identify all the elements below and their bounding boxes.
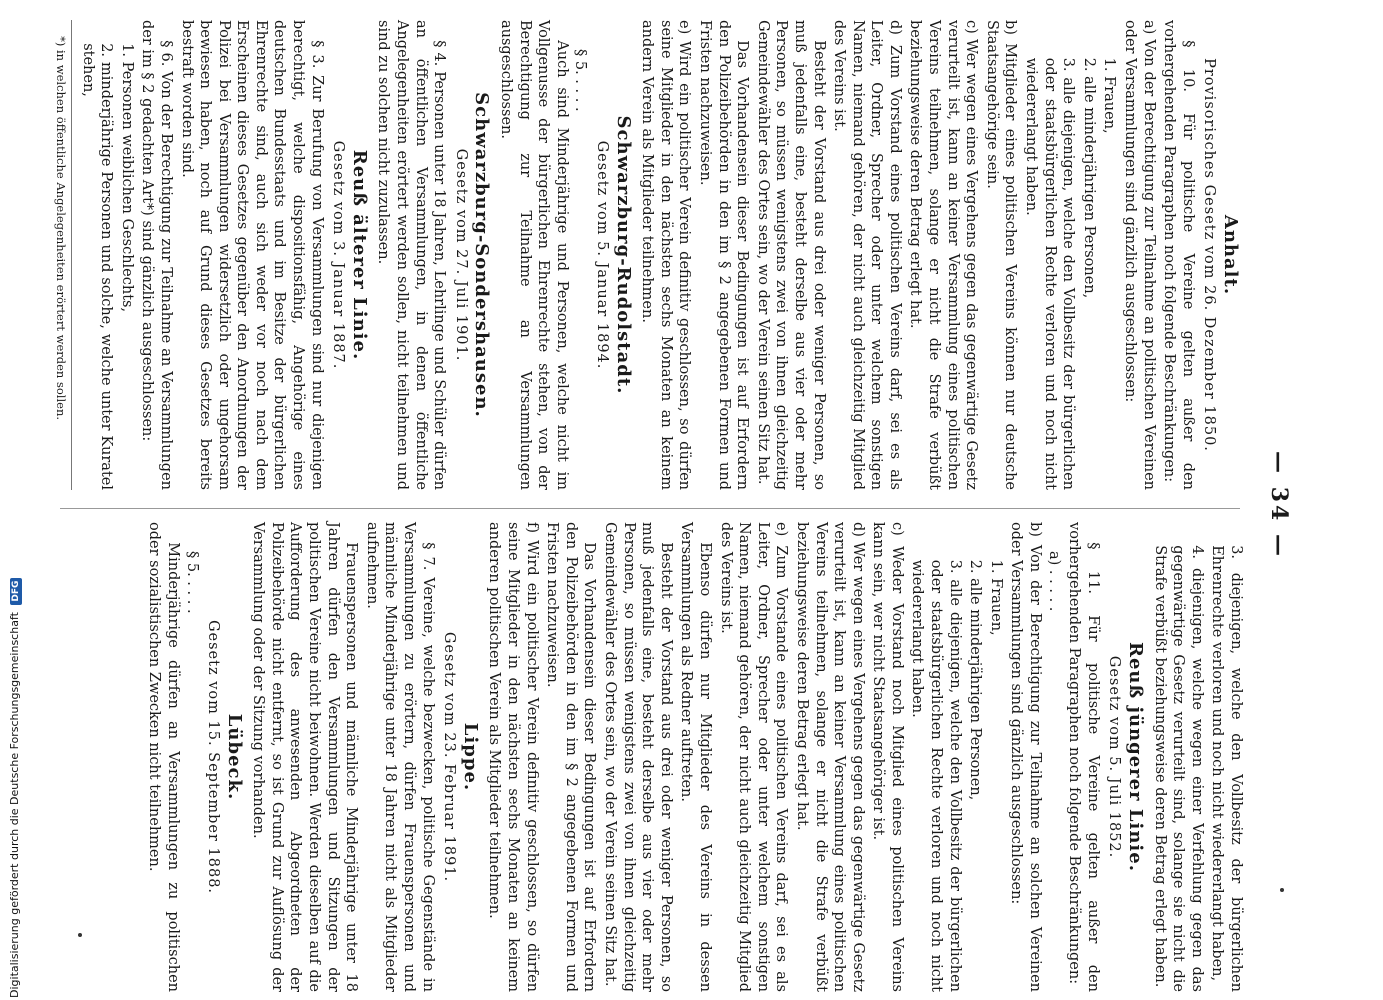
- section-heading: Anhalt.: [1220, 214, 1241, 296]
- paragraph: c) Weder Vorstand noch Mitglied eines politischen Vereins kann sein, wer nicht Staatsangehöriger ist.: [870, 522, 905, 992]
- section-heading: Lippe.: [459, 722, 481, 792]
- list-item: 3. diejenigen, welche den Vollbesitz der bürgerlichen Ehrenrechte verloren und noch nicht wiedererlangt haben,: [1209, 545, 1244, 992]
- paragraph: Frauenspersonen und männliche Minderjährige unter 18 Jahren dürfen den Versammlungen und Sitzungen der politischen Vereine nicht beiwohnen. Werden dieselben auf die Aufforderung des anwesenden Abgeordneten der Polizeibehörde nicht entfernt, so ist Grund zur Auflösung der Versammlung oder der Sitzung vorhanden.: [250, 522, 360, 992]
- paragraph: b) Von der Berechtigung zur Teilnahme an solchen Vereinen oder Versammlungen sind gänzlich ausgeschlossen:: [1008, 522, 1044, 992]
- law-date: Gesetz vom 23. Februar 1891.: [441, 631, 458, 883]
- digitization-note-text: Digitalisierung gefördert durch die Deutsche Forschungsgemeinschaft: [8, 612, 21, 998]
- list-item: 1. Frauen,: [987, 559, 1004, 636]
- paragraph: Das Vorhandensein dieser Bedingungen ist auf Erfordern den Polizeibehörden in den im § 2 angegebenen Formen und Fristen nachzuweisen.: [544, 522, 598, 992]
- list-item: 2. minderjährige Personen und solche, welche unter Kuratel stehen,: [79, 43, 115, 490]
- list-item: 2. alle minderjährigen Personen,: [1080, 57, 1097, 299]
- law-date: Gesetz vom 15. September 1888.: [205, 619, 222, 895]
- left-column: [54, 20, 1245, 490]
- section-heading: Schwarzburg-Rudolstadt.: [612, 115, 634, 395]
- scan-speck: [1280, 888, 1284, 892]
- section-heading: Lübeck.: [223, 713, 245, 801]
- digitization-note: [8, 578, 22, 998]
- right-column: [143, 522, 1245, 992]
- law-date: Gesetz vom 5. Juli 1852.: [1106, 655, 1123, 859]
- paragraph: § 11. Für politische Vereine gelten außer den vorhergehenden Paragraphen noch folgende Beschränkungen:: [1066, 522, 1101, 992]
- paragraph: § 10. Für politische Vereine gelten außer den vorhergehenden Paragraphen noch folgende Beschränkungen:: [1161, 20, 1196, 490]
- scan-speck: [78, 933, 82, 937]
- paragraph: Das Vorhandensein dieser Bedingungen ist auf Erfordern den Polizeibehörden in den im § 2 angegebenen Formen und Fristen nachzuweisen.: [696, 20, 751, 490]
- omission-dots: § 5. . . . .: [572, 49, 589, 112]
- column-divider: [60, 508, 1240, 509]
- section-heading: Schwarzburg-Sondershausen.: [471, 92, 493, 418]
- paragraph: a) Von der Berechtigung zur Teilnahme an politischen Vereinen oder Versammlungen sind gänzlich ausgeschlossen:: [1122, 20, 1157, 490]
- paragraph: b) Mitglieder eines politischen Vereins können nur deutsche Staatsangehörige sein.: [983, 20, 1019, 490]
- paragraph: c) Wer wegen eines Vergehens gegen das gegenwärtige Gesetz verurteilt ist, kann an keiner Versammlung eines politischen Vereins teilnehmen, solange er nicht die Strafe verbüßt beziehungsweise deren Betrag erlegt hat.: [907, 20, 980, 490]
- law-date: Gesetz vom 5. Januar 1894.: [594, 140, 610, 370]
- paragraph: § 6. Von der Berechtigung zur Teilnahme an Versammlungen der im § 2 gedachten Art*) sind gänzlich ausgeschlossen:: [139, 20, 174, 490]
- page-number: — 34 —: [1266, 451, 1292, 559]
- law-date: Gesetz vom 3. Januar 1887.: [330, 140, 347, 370]
- section-heading: Reuß jüngerer Linie.: [1125, 642, 1147, 872]
- list-item: 1. Personen weiblichen Geschlechts,: [118, 43, 135, 313]
- scanned-page: [10, 10, 1300, 1000]
- paragraph: Besteht der Vorstand aus drei oder weniger Personen, so muß jedenfalls eine, besteht derselbe aus vier oder mehr Personen, so müssen wenigstens zwei von ihnen gleichzeitig Gemeindewähler des Ortes sein, wo der Verein seinen Sitz hat.: [754, 20, 827, 490]
- paragraph: f) Wird ein politischer Verein definitiv geschlossen, so dürfen seine Mitglieder in den nächsten sechs Monaten an keinem anderen politischen Verein als Mitglieder teilnehmen.: [486, 522, 540, 992]
- footnote: *) in welchen öffentliche Angelegenheiten erörtert werden sollen.: [54, 20, 72, 490]
- paragraph: § 3. Zur Berufung von Versammlungen sind nur diejenigen berechtigt, welche dispositionsfähig, Angehörige eines deutschen Bundesstaats und im Besitze der bürgerlichen Ehrenrechte sind, auch sich weder vor noch nach dem Erscheinen dieses Gesetzes gegenüber den Anordnungen der Polizei bei Versammlungen widersetzlich oder ungehorsam bewiesen haben, noch auf Grund dieses Gesetzes bereits bestraft worden sind.: [178, 20, 325, 490]
- law-date: Provisorisches Gesetz vom 26. Dezember 1850.: [1201, 58, 1218, 452]
- paragraph: e) Wird ein politischer Verein definitiv geschlossen, so dürfen seine Mitglieder in den nächsten sechs Monaten an keinem andern Verein als Mitglieder teilnehmen.: [639, 20, 693, 490]
- omission-dots: § 5. . . . .: [183, 551, 200, 614]
- dfg-logo-icon: DFG: [10, 578, 22, 605]
- list-item: 3. alle diejenigen, welche den Vollbesitz der bürgerlichen oder staatsbürgerlichen Rechte verloren und noch nicht wiedererlangt haben.: [909, 559, 963, 992]
- law-date: Gesetz vom 27. Juli 1901.: [452, 148, 469, 362]
- list-item: 3. alle diejenigen, welche den Vollbesitz der bürgerlichen oder staatsbürgerlichen Rechte verloren und noch nicht wiedererlangt haben.: [1023, 57, 1077, 490]
- omission-dots: a) . . . . .: [1045, 551, 1062, 612]
- paragraph: § 7. Vereine, welche bezwecken, politische Gegenstände in Versammlungen zu erörtern, dürfen Frauenspersonen und männliche Minderjährige unter 18 Jahren nicht als Mitglieder aufnehmen.: [363, 522, 436, 992]
- paragraph: d) Zum Vorstand eines politischen Vereins darf, sei es als Leiter, Ordner, Sprecher oder unter welchem sonstigen Namen, niemand gehören, der nicht auch gleichzeitig Mitglied des Vereins ist.: [831, 20, 903, 490]
- paragraph: e) Zum Vorstande eines politischen Vereins darf, sei es als Leiter, Ordner, Sprecher oder unter welchem sonstigen Namen, niemand gehören, der nicht auch gleichzeitig Mitglied des Vereins ist.: [717, 522, 790, 992]
- list-item: 4. diejenigen, welche wegen einer Verfehlung gegen das gegenwärtige Gesetz verurteilt sind, solange sie nicht die Strafe verbüßt beziehungsweise deren Betrag erlegt haben.: [1151, 545, 1205, 992]
- section-heading: Reuß älterer Linie.: [348, 149, 370, 361]
- paragraph: d) Wer wegen eines Vergehens gegen das gegenwärtige Gesetz verurteilt ist, kann an keiner Versammlung eines politischen Vereins teilnehmen, solange er nicht die Strafe verbüßt beziehungsweise deren Betrag erlegt hat.: [793, 522, 866, 992]
- paragraph: Ebenso dürfen nur Mitglieder des Vereins in dessen Versammlungen als Redner auftreten.: [678, 522, 713, 992]
- paragraph: Auch sind Minderjährige und Personen, welche nicht im Vollgenusse der bürgerlichen Ehrenrechte stehen, von der Berechtigung zur Teilnahme an Versammlungen ausgeschlossen.: [498, 20, 570, 490]
- paragraph: Besteht der Vorstand aus drei oder weniger Personen, so muß jedenfalls eine, besteht derselbe aus vier oder mehr Personen, so müssen wenigstens zwei von ihnen gleichzeitig Gemeindewähler des Ortes sein, wo der Verein seinen Sitz hat.: [602, 522, 674, 992]
- paragraph: § 4. Personen unter 18 Jahren, Lehrlinge und Schüler dürfen an öffentlichen Versammlungen, in denen öffentliche Angelegenheiten erörtert werden sollen, nicht teilnehmen und sind zu solchen nicht zuzulassen.: [375, 20, 448, 490]
- list-item: 2. alle minderjährigen Personen,: [967, 559, 984, 801]
- paragraph: Minderjährige dürfen an Versammlungen zu politischen oder sozialistischen Zwecken nicht teilnehmen.: [146, 522, 181, 992]
- list-item: 1. Frauen,: [1101, 57, 1118, 134]
